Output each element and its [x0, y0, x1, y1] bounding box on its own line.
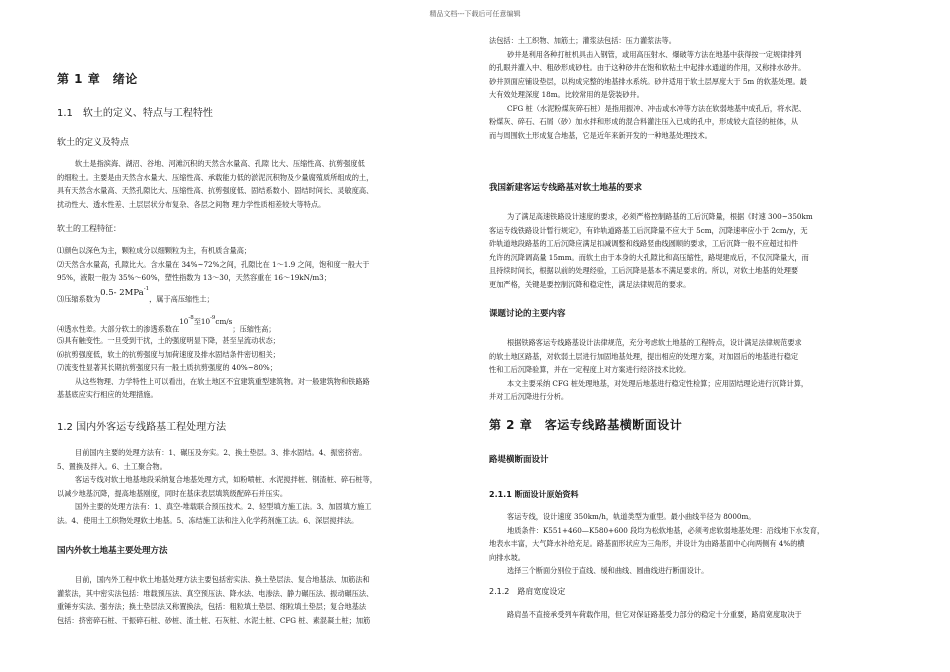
- text-line: 砂井顶面应铺设垫层，以构成完整的地基排水系统。砂井适用于软土层厚度大于 5m 的软基处理。最: [489, 76, 807, 86]
- text-line: 并对工后沉降进行分析。: [489, 392, 569, 401]
- section-1-2-paragraph: [57, 446, 457, 527]
- section-2-1-2-title: 2.1.2 路肩宽度设定: [489, 587, 566, 596]
- feature-item: 95%，液限一般为 35%～60%，塑性指数为 13～30，天然容重在 16～19kN/m3；: [57, 273, 331, 282]
- definition-paragraph: [57, 157, 457, 211]
- text-line: 路肩虽不直接承受列车荷载作用，但它对保证路基受力部分的稳定十分重要，路肩宽度取决于: [507, 610, 802, 619]
- text-line: 客运专线铁路设计暂行规定》，有砟轨道路基工后沉降量不应大于 5cm，沉降速率应小于 2cm/y，无: [489, 225, 808, 235]
- feature-item-permeability: ⑷透水性差。大部分软土的渗透系数在$10^{-8}$至$10^{-9}cm/s$；压缩性高；: [57, 315, 276, 334]
- text-line: 更加严格，关键是要控制沉降和稳定性，满足法律规范的要求。: [489, 279, 691, 289]
- feature-item: ⑺流变性显著其长期抗剪强度只有一般土质抗剪强度的 40%~80%；: [57, 363, 277, 372]
- text-line: 目前，国内外工程中软土地基处理方法主要包括密实法、换土垫层法、复合地基法、加筋法和: [75, 575, 370, 584]
- text-line: CFG 桩（水泥粉煤灰碎石桩）是指用振冲、冲击或水冲等方法在软弱地基中成孔后，将水泥、: [507, 103, 806, 113]
- section-2-1-2-paragraph: [489, 608, 909, 622]
- requirements-paragraph: [489, 210, 909, 291]
- feature-item: ⑵天然含水量高，孔隙比大。含水量在 34%~72%之间，孔隙比在 1～1.9 之间，饱和度一般大于: [57, 259, 370, 269]
- text-line: 软土是指滨海、湖沼、谷地、河滩沉积的天然含水量高、孔隙 比大、压缩性高、抗剪强度低: [75, 159, 365, 168]
- embankment-section-title: 路堤横断面设计: [489, 455, 549, 465]
- text-line: 选择三个断面分别位于直线、缓和曲线、圆曲线进行断面设计。: [507, 566, 709, 575]
- text-line: 扰动性大、透水性差、土层层状分布复杂、各层之间物 理力学性质相差较大等特点。: [57, 199, 326, 209]
- section-1-3-paragraph: [57, 573, 457, 627]
- text-line: 5、置换及拌入。6、土工聚合物。: [57, 461, 167, 471]
- text-line: 目前国内主要的处理方法有：1、碾压及夯实。2、换土垫层。3、排水固结。4、振密挤密。: [75, 448, 367, 457]
- chapter-2-title: 第 2 章 客运专线路基横断面设计: [489, 418, 683, 432]
- text-line: 从这些物理、力学特性上可以看出，在软土地区不宜建筑重型建筑物。对一般建筑物和铁路路: [75, 376, 370, 386]
- text-line: 地质条件：K551+460—K580+600 段均为松软地基，必须考虑软弱地基处理：沿线地下水发育，: [507, 525, 825, 535]
- requirements-title: 我国新建客运专线路基对软土地基的要求: [489, 183, 643, 193]
- text-line: 允许的沉降调高量 15mm。而软土由于本身的大孔隙比和高压缩性，路堤建成后，不仅沉降量大，而: [489, 252, 809, 262]
- feature-list: [57, 244, 457, 285]
- section-1-1-title: 1.1 软土的定义、特点与工程特性: [57, 108, 213, 119]
- text-line: 地表水丰富，大气降水补给充足。路基面形状应为三角形，并设计为由路基面中心向两侧有 4%的横: [489, 539, 805, 548]
- text-line: 以减少地基沉降，提高地基刚度，同时在基床表层填筑级配碎石并压实。: [57, 488, 288, 498]
- section-2-1-1-paragraph: [489, 510, 909, 578]
- feature-item: ⑹抗剪强度低，软土的抗剪强度与加荷速度及排水固结条件密切相关；: [57, 349, 280, 359]
- text-line: 砂井是利用各种打桩机具击入钢管，或用高压射水、爆破等方法在地基中获得按一定规律排列: [507, 49, 802, 59]
- text-line: 客运专线，设计速度 350km/h，轨道类型为重型。最小曲线半径为 8000m。: [507, 512, 756, 521]
- text-line: 灌浆法，其中密实法包括：堆载预压法、真空预压法、降水法、电渗法、静力碾压法、振动碾压法、: [57, 588, 374, 598]
- text-line: 的细粒土。主要是由天然含水量大、压缩性高、承载能力低的淤泥沉积物及少量腐殖质所组成的土，: [57, 172, 374, 182]
- text-line: 法。4、使用土工织物处理软土地基。5、冻结施工法和注入化学药剂施工法。6、深层搅拌法。: [57, 515, 359, 525]
- text-line: 重锤夯实法、强夯法；换土垫层法又称置换法，包括：粗粒填土垫层、细粒填土垫层；复合地基法: [57, 602, 367, 611]
- feature-item: ⑴颜色以深色为主，颗粒成分以细颗粒为主，有机质含量高；: [57, 246, 252, 255]
- continued-paragraph: [489, 34, 909, 142]
- text-line: 砟轨道地段路基的工后沉降应满足扣减调整和线路竖曲线圆顺的要求，工后沉降一般不应超过扣件: [489, 239, 799, 248]
- page-header: 精品文档---下载后可任意编辑: [429, 10, 521, 18]
- topic-content-paragraph: [489, 336, 909, 404]
- text-line: 根据铁路客运专线路基设计法律规范，充分考虑软土地基的工程特点，设计满足法律规范要求: [507, 338, 802, 347]
- subsection-definition-title: 软土的定义及特点: [57, 138, 130, 148]
- section-1-3-title: 国内外软土地基主要处理方法: [57, 546, 168, 556]
- text-line: 性和工后沉降验算，并在一定程度上对方案进行经济技术比较。: [489, 365, 691, 374]
- feature-item: ⑸具有触变性。一旦受到干扰，土的强度明显下降，甚至呈流动状态；: [57, 336, 280, 345]
- text-line: 包括：挤密碎石桩、干振碎石桩、砂桩、渣土桩、石灰桩、水泥土桩、CFG 桩、素混凝土桩；加筋: [57, 615, 371, 625]
- feature-item-compression: ⑶压缩系数为0.5- 2MPa$^{-1}$，属于高压缩性土；: [57, 286, 214, 304]
- text-line: 且持续时间长，根据以前的处理经验，工后沉降是基本不满足要求的。所以，对软土地基的处理要: [489, 266, 799, 275]
- text-line: 客运专线对软土地基地段采纳复合地基处理方式，如粉喷桩、水泥搅拌桩、钢渣桩、碎石桩等，: [75, 475, 377, 484]
- text-line: 本文主要采纳 CFG 桩处理地基，对处理后地基进行稳定性检算；应用固结理论进行沉降计算，: [507, 378, 809, 388]
- text-line: 粉煤灰、碎石、石屑（砂）加水拌和形成的混合料灌注压入已成的孔中，形成较大直径的桩体，从: [489, 117, 799, 126]
- text-line: 向排水坡。: [489, 552, 525, 562]
- text-line: 为了满足高速铁路设计速度的要求，必须严格控制路基的工后沉降量，根据《时速 300~350km: [507, 212, 813, 221]
- feature-list-continued: [57, 334, 457, 402]
- section-1-2-title: 1.2 国内外客运专线路基工程处理方法: [57, 422, 227, 433]
- text-line: 而与周围软土形成复合地基，它是近年来新开发的一种地基处理技术。: [489, 130, 712, 140]
- text-line: 具有天然含水量高、天然孔隙比大、压缩性高、抗剪强度低、固结系数小、固结时间长、灵敏度高、: [57, 186, 374, 195]
- text-line: 大有效处理深度 18m。比较常用的是袋装砂井。: [489, 90, 644, 99]
- chapter-1-title: 第 1 章 绪论: [57, 72, 138, 86]
- text-line: 的软土地区路基，对软弱土层进行加固地基处理，提出相应的处理方案，对加固后的地基进行稳定: [489, 351, 799, 361]
- text-line: 基基底应实行相应的处理措施。: [57, 390, 158, 399]
- text-line: 的孔眼并灌入中、粗砂形成砂柱。由于这种砂井在饱和软粘土中起排水通道的作用，又称排水砂井。: [489, 63, 806, 72]
- text-line: 法包括：土工织物、加筋土；灌浆法包括：压力灌浆法等。: [489, 36, 676, 45]
- topic-content-title: 课题讨论的主要内容: [489, 309, 566, 319]
- text-line: 国外主要的处理方法有：1、真空-堆载联合预压技术。2、轻型填方施工法。3、加固填方施工: [75, 502, 372, 511]
- subsection-engineering-features-title: 软土的工程特征：: [57, 224, 121, 233]
- section-2-1-1-title: 2.1.1 断面设计原始资料: [489, 490, 579, 499]
